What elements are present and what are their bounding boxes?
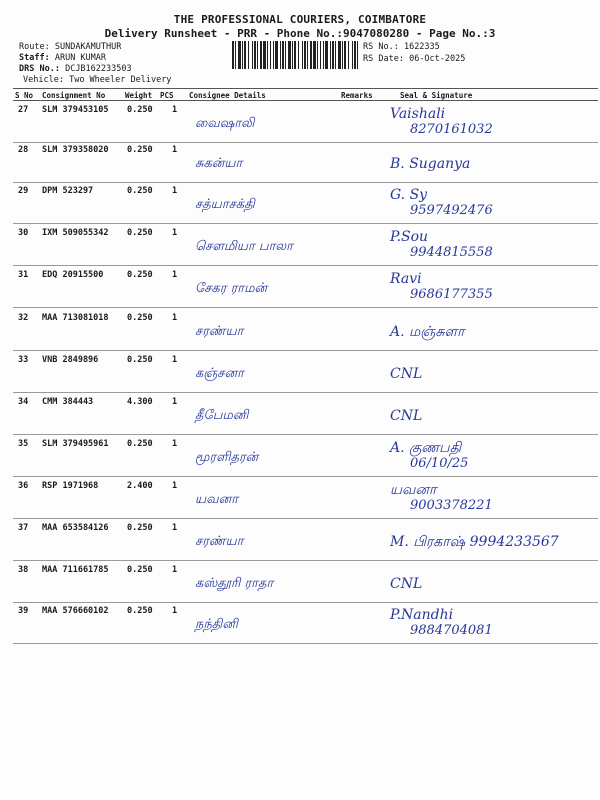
barcode-bar xyxy=(313,41,316,69)
row-divider xyxy=(13,518,598,519)
row-sno: 37 xyxy=(18,523,29,533)
row-consignment-no: MAA 713081018 xyxy=(42,313,109,323)
route-label: Route: xyxy=(19,42,50,52)
row-weight: 4.300 xyxy=(127,397,153,407)
col-header-remarks: Remarks xyxy=(341,91,373,100)
row-pcs: 1 xyxy=(172,565,178,575)
barcode-bar xyxy=(342,41,343,69)
row-weight: 0.250 xyxy=(127,270,153,280)
barcode-bar xyxy=(298,41,299,69)
barcode-image xyxy=(232,41,358,69)
vehicle-label: Vehicle: xyxy=(23,75,64,85)
barcode-bar xyxy=(292,41,293,69)
runsheet-subtitle: Delivery Runsheet - PRR - Phone No.:9047080280 - Page No.:3 xyxy=(104,27,496,40)
barcode-bar xyxy=(235,41,236,69)
row-divider xyxy=(13,265,598,266)
row-sno: 36 xyxy=(18,481,29,491)
company-title: THE PROFESSIONAL COURIERS, COIMBATORE xyxy=(173,13,427,26)
staff-value: ARUN KUMAR xyxy=(54,53,107,63)
staff-info xyxy=(19,53,106,63)
row-divider xyxy=(13,643,598,644)
col-header-consignee: Consignee Details xyxy=(189,91,266,100)
row-consignee-handwriting: கஸ்தூரி ராதா xyxy=(195,576,274,591)
row-consignment-no: MAA 653584126 xyxy=(42,523,109,533)
row-signature-handwriting: CNL xyxy=(390,366,423,382)
route-value: SUNDAKAMUTHUR xyxy=(54,42,122,52)
row-pcs: 1 xyxy=(172,439,178,449)
drs-value: DCJB162233503 xyxy=(65,64,132,74)
row-consignee-handwriting: சௌமியா பாலா xyxy=(195,239,293,254)
staff-label: Staff: xyxy=(19,53,50,63)
header-top-rule xyxy=(13,88,598,89)
row-consignee-handwriting: சுகன்யா xyxy=(195,156,243,171)
row-consignee-handwriting: யவனா xyxy=(195,492,238,507)
row-weight: 0.250 xyxy=(127,186,153,196)
row-signature-handwriting: P.Nandhi xyxy=(390,607,454,623)
row-weight: 2.400 xyxy=(127,481,153,491)
row-signature-phone-handwriting: 8270161032 xyxy=(410,122,493,137)
vehicle-info xyxy=(23,75,171,85)
barcode-bar xyxy=(310,41,312,69)
row-pcs: 1 xyxy=(172,228,178,238)
row-weight: 0.250 xyxy=(127,228,153,238)
barcode-bar xyxy=(294,41,296,69)
row-sno: 29 xyxy=(18,186,29,196)
row-signature-handwriting: யவனா xyxy=(390,482,437,498)
row-consignee-handwriting: வைஷாலி xyxy=(195,116,255,131)
row-pcs: 1 xyxy=(172,397,178,407)
row-signature-handwriting: M. பிரகாஷ் 9994233567 xyxy=(390,534,559,550)
row-consignee-handwriting: சேகர ராமன் xyxy=(195,281,268,296)
row-consignee-handwriting: சத்யாசக்தி xyxy=(195,197,255,212)
row-signature-phone-handwriting: 9686177355 xyxy=(410,287,493,302)
row-signature-phone-handwriting: 9597492476 xyxy=(410,203,493,218)
row-consignment-no: VNB 2849896 xyxy=(42,355,99,365)
row-signature-handwriting: CNL xyxy=(390,408,423,424)
barcode-bar xyxy=(288,41,291,69)
row-pcs: 1 xyxy=(172,145,178,155)
row-divider xyxy=(13,307,598,308)
barcode-bar xyxy=(304,41,306,69)
barcode-bar xyxy=(270,41,271,69)
row-pcs: 1 xyxy=(172,186,178,196)
barcode-bar xyxy=(282,41,284,69)
row-divider xyxy=(13,434,598,435)
barcode-bar xyxy=(280,41,281,69)
row-pcs: 1 xyxy=(172,481,178,491)
row-sno: 33 xyxy=(18,355,29,365)
row-consignment-no: MAA 711661785 xyxy=(42,565,109,575)
row-pcs: 1 xyxy=(172,355,178,365)
row-signature-handwriting: Vaishali xyxy=(390,106,446,122)
barcode-bar xyxy=(263,41,266,69)
col-header-sno: S No xyxy=(15,91,34,100)
row-consignment-no: SLM 379358020 xyxy=(42,145,109,155)
row-weight: 0.250 xyxy=(127,565,153,575)
drs-label: DRS No.: xyxy=(19,64,60,74)
row-sno: 31 xyxy=(18,270,29,280)
barcode-bar xyxy=(354,41,356,69)
barcode-bar xyxy=(254,41,256,69)
row-pcs: 1 xyxy=(172,313,178,323)
barcode-bar xyxy=(273,41,274,69)
row-signature-handwriting: P.Sou xyxy=(390,229,429,245)
row-consignment-no: MAA 576660102 xyxy=(42,606,109,616)
barcode-bar xyxy=(357,41,358,69)
rs-no-info xyxy=(363,42,440,52)
row-consignee-handwriting: சரண்யா xyxy=(195,324,244,339)
col-header-pcs: PCS xyxy=(160,91,174,100)
row-sno: 38 xyxy=(18,565,29,575)
row-weight: 0.250 xyxy=(127,439,153,449)
row-weight: 0.250 xyxy=(127,145,153,155)
route-info xyxy=(19,42,121,52)
barcode-bar xyxy=(232,41,234,69)
rs-no-value: 1622335 xyxy=(403,42,440,52)
row-sno: 27 xyxy=(18,105,29,115)
row-sno: 35 xyxy=(18,439,29,449)
barcode-bar xyxy=(260,41,262,69)
row-divider xyxy=(13,223,598,224)
row-consignment-no: SLM 379495961 xyxy=(42,439,109,449)
barcode-bar xyxy=(325,41,328,69)
row-sno: 34 xyxy=(18,397,29,407)
barcode-bar xyxy=(323,41,324,69)
barcode-bar xyxy=(244,41,246,69)
col-header-consignment: Consignment No xyxy=(42,91,106,100)
row-consignee-handwriting: நந்தினி xyxy=(195,617,238,632)
row-pcs: 1 xyxy=(172,270,178,280)
row-signature-phone-handwriting: 9884704081 xyxy=(410,623,493,638)
barcode-bar xyxy=(344,41,346,69)
row-consignee-handwriting: தீபேமனி xyxy=(195,408,249,423)
col-header-seal: Seal & Signature xyxy=(400,91,473,100)
row-weight: 0.250 xyxy=(127,355,153,365)
row-signature-phone-handwriting: 9944815558 xyxy=(410,245,493,260)
rs-date-info xyxy=(363,54,465,64)
row-consignment-no: SLM 379453105 xyxy=(42,105,109,115)
row-sno: 28 xyxy=(18,145,29,155)
rs-date-label: RS Date: xyxy=(363,54,404,64)
row-divider xyxy=(13,602,598,603)
barcode-bar xyxy=(352,41,353,69)
barcode-bar xyxy=(285,41,286,69)
row-divider xyxy=(13,560,598,561)
barcode-bar xyxy=(335,41,336,69)
row-consignee-handwriting: மூரளிதரன் xyxy=(195,450,259,465)
header-bottom-rule xyxy=(13,100,598,101)
barcode-bar xyxy=(338,41,341,69)
row-sno: 32 xyxy=(18,313,29,323)
row-consignment-no: IXM 509055342 xyxy=(42,228,109,238)
barcode-bar xyxy=(317,41,318,69)
row-divider xyxy=(13,476,598,477)
row-consignment-no: CMM 384443 xyxy=(42,397,94,407)
row-weight: 0.250 xyxy=(127,523,153,533)
row-consignment-no: DPM 523297 xyxy=(42,186,94,196)
row-signature-phone-handwriting: 9003378221 xyxy=(410,498,493,513)
row-signature-phone-handwriting: 06/10/25 xyxy=(410,456,469,471)
row-consignment-no: EDQ 20915500 xyxy=(42,270,104,280)
row-consignee-handwriting: கஞ்சனா xyxy=(195,366,244,381)
barcode-bar xyxy=(348,41,349,69)
vehicle-value: Two Wheeler Delivery xyxy=(69,75,172,85)
row-weight: 0.250 xyxy=(127,313,153,323)
row-signature-handwriting: A. குணபதி xyxy=(390,440,462,456)
row-sno: 39 xyxy=(18,606,29,616)
row-divider xyxy=(13,142,598,143)
drs-info xyxy=(19,64,132,74)
barcode-bar xyxy=(242,41,243,69)
row-sno: 30 xyxy=(18,228,29,238)
row-consignee-handwriting: சரண்யா xyxy=(195,534,244,549)
row-weight: 0.250 xyxy=(127,606,153,616)
rs-date-value: 06-Oct-2025 xyxy=(409,54,466,64)
row-signature-handwriting: CNL xyxy=(390,576,423,592)
row-signature-handwriting: Ravi xyxy=(390,271,422,287)
row-signature-handwriting: A. மஞ்சுளா xyxy=(390,324,465,340)
barcode-bar xyxy=(267,41,268,69)
row-consignment-no: RSP 1971968 xyxy=(42,481,99,491)
row-divider xyxy=(13,350,598,351)
rs-no-label: RS No.: xyxy=(363,42,399,52)
row-weight: 0.250 xyxy=(127,105,153,115)
barcode-bar xyxy=(257,41,258,69)
barcode-bar xyxy=(252,41,253,69)
col-header-weight: Weight xyxy=(125,91,153,100)
row-divider xyxy=(13,392,598,393)
barcode-bar xyxy=(332,41,334,69)
row-signature-handwriting: G. Sy xyxy=(390,187,428,203)
barcode-bar xyxy=(330,41,331,69)
row-pcs: 1 xyxy=(172,523,178,533)
barcode-bar xyxy=(248,41,249,69)
row-signature-handwriting: B. Suganya xyxy=(390,156,471,172)
barcode-bar xyxy=(302,41,303,69)
row-divider xyxy=(13,182,598,183)
barcode-bar xyxy=(320,41,321,69)
barcode-bar xyxy=(307,41,308,69)
row-pcs: 1 xyxy=(172,606,178,616)
barcode-bar xyxy=(238,41,241,69)
row-pcs: 1 xyxy=(172,105,178,115)
barcode-bar xyxy=(275,41,278,69)
